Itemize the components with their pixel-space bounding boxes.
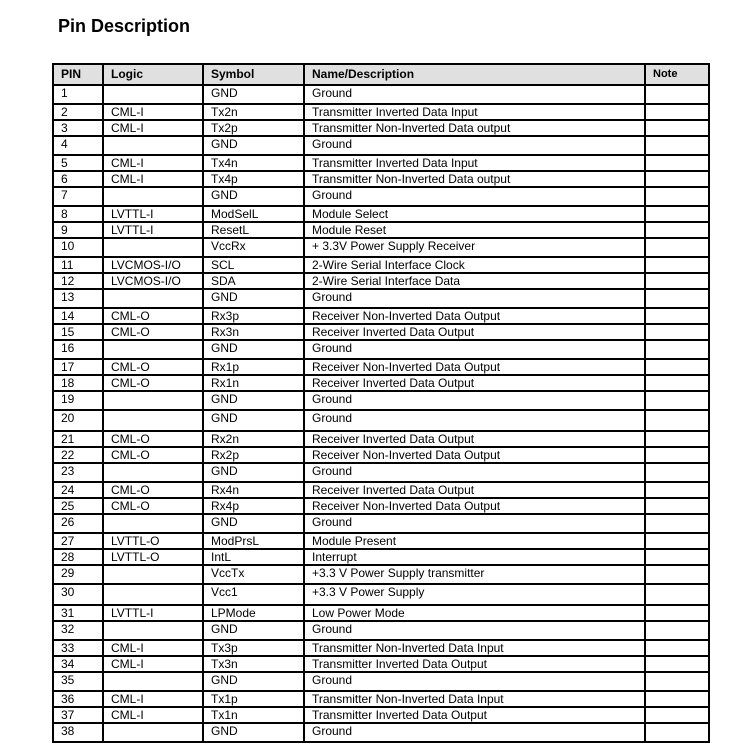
cell-pin: 11 bbox=[53, 257, 103, 273]
cell-pin: 2 bbox=[53, 104, 103, 120]
cell-symbol: VccTx bbox=[203, 565, 304, 584]
cell-logic: LVTTL-I bbox=[103, 206, 203, 222]
cell-note bbox=[645, 136, 709, 155]
cell-description: Ground bbox=[304, 463, 645, 482]
cell-pin: 21 bbox=[53, 431, 103, 447]
cell-pin: 14 bbox=[53, 308, 103, 324]
cell-pin: 28 bbox=[53, 549, 103, 565]
cell-symbol: VccRx bbox=[203, 238, 304, 257]
cell-note bbox=[645, 155, 709, 171]
table-row-pin-7 bbox=[53, 187, 709, 206]
table-row-pin-25 bbox=[53, 498, 709, 514]
cell-symbol: ModPrsL bbox=[203, 533, 304, 549]
cell-pin: 8 bbox=[53, 206, 103, 222]
table-row-pin-10 bbox=[53, 238, 709, 257]
pin-description-table bbox=[52, 63, 710, 743]
cell-note bbox=[645, 238, 709, 257]
cell-symbol: LPMode bbox=[203, 605, 304, 621]
cell-pin: 20 bbox=[53, 410, 103, 431]
table-row-pin-30 bbox=[53, 584, 709, 605]
cell-symbol: GND bbox=[203, 621, 304, 640]
cell-description: Transmitter Non-Inverted Data Input bbox=[304, 640, 645, 656]
table-body bbox=[53, 85, 709, 742]
cell-symbol: GND bbox=[203, 136, 304, 155]
cell-pin: 6 bbox=[53, 171, 103, 187]
cell-symbol: GND bbox=[203, 672, 304, 691]
cell-pin: 1 bbox=[53, 85, 103, 104]
cell-note bbox=[645, 549, 709, 565]
table-row-pin-11 bbox=[53, 257, 709, 273]
cell-note bbox=[645, 308, 709, 324]
cell-note bbox=[645, 273, 709, 289]
cell-note bbox=[645, 359, 709, 375]
cell-symbol: ModSelL bbox=[203, 206, 304, 222]
cell-note bbox=[645, 324, 709, 340]
cell-description: Ground bbox=[304, 187, 645, 206]
cell-description: Interrupt bbox=[304, 549, 645, 565]
table-row-pin-15 bbox=[53, 324, 709, 340]
cell-logic: CML-I bbox=[103, 155, 203, 171]
cell-description: Module Select bbox=[304, 206, 645, 222]
cell-logic bbox=[103, 514, 203, 533]
table-row-pin-26 bbox=[53, 514, 709, 533]
table-row-pin-28 bbox=[53, 549, 709, 565]
cell-note bbox=[645, 340, 709, 359]
cell-symbol: Rx2n bbox=[203, 431, 304, 447]
table-row-pin-3 bbox=[53, 120, 709, 136]
table-row-pin-4 bbox=[53, 136, 709, 155]
table-row-pin-16 bbox=[53, 340, 709, 359]
cell-symbol: GND bbox=[203, 187, 304, 206]
table-row-pin-37 bbox=[53, 707, 709, 723]
table-row-pin-5 bbox=[53, 155, 709, 171]
cell-symbol: SCL bbox=[203, 257, 304, 273]
cell-pin: 27 bbox=[53, 533, 103, 549]
cell-logic bbox=[103, 340, 203, 359]
cell-description: 2-Wire Serial Interface Clock bbox=[304, 257, 645, 273]
table-row-pin-14 bbox=[53, 308, 709, 324]
cell-symbol: Tx3p bbox=[203, 640, 304, 656]
cell-logic bbox=[103, 136, 203, 155]
cell-note bbox=[645, 621, 709, 640]
cell-symbol: GND bbox=[203, 410, 304, 431]
header-note: Note bbox=[645, 64, 709, 85]
header-symbol: Symbol bbox=[203, 64, 304, 85]
cell-note bbox=[645, 656, 709, 672]
cell-description: Transmitter Non-Inverted Data output bbox=[304, 120, 645, 136]
table-row-pin-24 bbox=[53, 482, 709, 498]
table-row-pin-2 bbox=[53, 104, 709, 120]
cell-logic: LVCMOS-I/O bbox=[103, 257, 203, 273]
cell-symbol: Rx1p bbox=[203, 359, 304, 375]
cell-pin: 31 bbox=[53, 605, 103, 621]
cell-logic: CML-O bbox=[103, 431, 203, 447]
cell-note bbox=[645, 257, 709, 273]
cell-description: Ground bbox=[304, 391, 645, 410]
cell-note bbox=[645, 187, 709, 206]
cell-description: Receiver Inverted Data Output bbox=[304, 482, 645, 498]
cell-pin: 34 bbox=[53, 656, 103, 672]
cell-note bbox=[645, 565, 709, 584]
cell-note bbox=[645, 222, 709, 238]
cell-description: Receiver Non-Inverted Data Output bbox=[304, 498, 645, 514]
table-row-pin-22 bbox=[53, 447, 709, 463]
cell-logic: CML-O bbox=[103, 359, 203, 375]
cell-logic: LVTTL-I bbox=[103, 605, 203, 621]
cell-pin: 36 bbox=[53, 691, 103, 707]
cell-description: Ground bbox=[304, 136, 645, 155]
cell-logic: CML-O bbox=[103, 308, 203, 324]
cell-logic: CML-O bbox=[103, 447, 203, 463]
cell-note bbox=[645, 120, 709, 136]
cell-pin: 32 bbox=[53, 621, 103, 640]
cell-logic bbox=[103, 289, 203, 308]
cell-pin: 35 bbox=[53, 672, 103, 691]
cell-note bbox=[645, 533, 709, 549]
cell-pin: 4 bbox=[53, 136, 103, 155]
cell-description: Receiver Non-Inverted Data Output bbox=[304, 447, 645, 463]
cell-pin: 7 bbox=[53, 187, 103, 206]
table-row-pin-33 bbox=[53, 640, 709, 656]
cell-note bbox=[645, 584, 709, 605]
cell-logic bbox=[103, 463, 203, 482]
cell-logic bbox=[103, 187, 203, 206]
cell-note bbox=[645, 605, 709, 621]
table-row-pin-23 bbox=[53, 463, 709, 482]
cell-description: Transmitter Non-Inverted Data Input bbox=[304, 691, 645, 707]
cell-symbol: Tx4n bbox=[203, 155, 304, 171]
cell-logic: LVTTL-I bbox=[103, 222, 203, 238]
cell-description: Transmitter Inverted Data Input bbox=[304, 104, 645, 120]
table-row-pin-9 bbox=[53, 222, 709, 238]
cell-logic: LVCMOS-I/O bbox=[103, 273, 203, 289]
cell-symbol: GND bbox=[203, 340, 304, 359]
cell-description: Transmitter Inverted Data Output bbox=[304, 707, 645, 723]
cell-pin: 13 bbox=[53, 289, 103, 308]
cell-note bbox=[645, 707, 709, 723]
cell-logic: CML-O bbox=[103, 375, 203, 391]
page-title: Pin Description bbox=[58, 16, 191, 36]
cell-pin: 18 bbox=[53, 375, 103, 391]
cell-pin: 16 bbox=[53, 340, 103, 359]
cell-note bbox=[645, 171, 709, 187]
cell-description: Ground bbox=[304, 723, 645, 742]
table-row-pin-27 bbox=[53, 533, 709, 549]
cell-symbol: Vcc1 bbox=[203, 584, 304, 605]
cell-pin: 5 bbox=[53, 155, 103, 171]
cell-logic bbox=[103, 584, 203, 605]
table-row-pin-12 bbox=[53, 273, 709, 289]
cell-symbol: Tx3n bbox=[203, 656, 304, 672]
cell-pin: 30 bbox=[53, 584, 103, 605]
cell-description: 2-Wire Serial Interface Data bbox=[304, 273, 645, 289]
cell-pin: 33 bbox=[53, 640, 103, 656]
cell-note bbox=[645, 447, 709, 463]
cell-note bbox=[645, 640, 709, 656]
cell-logic bbox=[103, 410, 203, 431]
cell-description: Low Power Mode bbox=[304, 605, 645, 621]
cell-pin: 10 bbox=[53, 238, 103, 257]
cell-description: Receiver Inverted Data Output bbox=[304, 431, 645, 447]
cell-description: +3.3 V Power Supply transmitter bbox=[304, 565, 645, 584]
cell-description: Module Reset bbox=[304, 222, 645, 238]
cell-note bbox=[645, 375, 709, 391]
cell-note bbox=[645, 482, 709, 498]
cell-symbol: GND bbox=[203, 463, 304, 482]
cell-description: Receiver Non-Inverted Data Output bbox=[304, 308, 645, 324]
cell-symbol: ResetL bbox=[203, 222, 304, 238]
cell-note bbox=[645, 498, 709, 514]
cell-description: Ground bbox=[304, 621, 645, 640]
cell-note bbox=[645, 723, 709, 742]
cell-logic: CML-O bbox=[103, 324, 203, 340]
cell-description: Ground bbox=[304, 514, 645, 533]
cell-description: Ground bbox=[304, 672, 645, 691]
cell-logic: CML-I bbox=[103, 104, 203, 120]
cell-pin: 9 bbox=[53, 222, 103, 238]
cell-symbol: GND bbox=[203, 723, 304, 742]
cell-logic bbox=[103, 621, 203, 640]
cell-logic: LVTTL-O bbox=[103, 533, 203, 549]
cell-pin: 24 bbox=[53, 482, 103, 498]
cell-symbol: SDA bbox=[203, 273, 304, 289]
cell-symbol: GND bbox=[203, 391, 304, 410]
cell-description: Transmitter Inverted Data Input bbox=[304, 155, 645, 171]
cell-description: + 3.3V Power Supply Receiver bbox=[304, 238, 645, 257]
cell-note bbox=[645, 85, 709, 104]
table-row-pin-31 bbox=[53, 605, 709, 621]
cell-symbol: Rx2p bbox=[203, 447, 304, 463]
cell-pin: 29 bbox=[53, 565, 103, 584]
cell-logic: CML-I bbox=[103, 120, 203, 136]
cell-pin: 23 bbox=[53, 463, 103, 482]
cell-note bbox=[645, 104, 709, 120]
cell-logic: CML-I bbox=[103, 691, 203, 707]
cell-logic: CML-I bbox=[103, 707, 203, 723]
table-row-pin-21 bbox=[53, 431, 709, 447]
table-row-pin-36 bbox=[53, 691, 709, 707]
cell-logic: CML-I bbox=[103, 640, 203, 656]
cell-note bbox=[645, 463, 709, 482]
cell-logic: CML-O bbox=[103, 482, 203, 498]
table-row-pin-35 bbox=[53, 672, 709, 691]
cell-description: Ground bbox=[304, 410, 645, 431]
table-header-row bbox=[53, 64, 709, 85]
table-row-pin-20 bbox=[53, 410, 709, 431]
cell-symbol: Rx3n bbox=[203, 324, 304, 340]
cell-pin: 19 bbox=[53, 391, 103, 410]
cell-note bbox=[645, 391, 709, 410]
cell-pin: 38 bbox=[53, 723, 103, 742]
cell-pin: 12 bbox=[53, 273, 103, 289]
cell-pin: 22 bbox=[53, 447, 103, 463]
cell-symbol: Tx1p bbox=[203, 691, 304, 707]
cell-logic: CML-O bbox=[103, 498, 203, 514]
cell-description: Transmitter Inverted Data Output bbox=[304, 656, 645, 672]
cell-symbol: Tx1n bbox=[203, 707, 304, 723]
table-row-pin-6 bbox=[53, 171, 709, 187]
cell-note bbox=[645, 691, 709, 707]
cell-pin: 26 bbox=[53, 514, 103, 533]
cell-symbol: Tx2p bbox=[203, 120, 304, 136]
cell-pin: 15 bbox=[53, 324, 103, 340]
cell-note bbox=[645, 672, 709, 691]
table-row-pin-29 bbox=[53, 565, 709, 584]
table-row-pin-34 bbox=[53, 656, 709, 672]
table-row-pin-17 bbox=[53, 359, 709, 375]
cell-symbol: Tx4p bbox=[203, 171, 304, 187]
table-row-pin-38 bbox=[53, 723, 709, 742]
cell-logic bbox=[103, 723, 203, 742]
cell-symbol: GND bbox=[203, 514, 304, 533]
cell-symbol: GND bbox=[203, 85, 304, 104]
cell-description: Ground bbox=[304, 340, 645, 359]
cell-note bbox=[645, 289, 709, 308]
cell-symbol: Rx4p bbox=[203, 498, 304, 514]
cell-logic: CML-I bbox=[103, 171, 203, 187]
cell-note bbox=[645, 431, 709, 447]
cell-note bbox=[645, 206, 709, 222]
cell-logic bbox=[103, 565, 203, 584]
cell-pin: 25 bbox=[53, 498, 103, 514]
cell-description: Module Present bbox=[304, 533, 645, 549]
cell-logic bbox=[103, 391, 203, 410]
cell-symbol: Rx4n bbox=[203, 482, 304, 498]
cell-pin: 3 bbox=[53, 120, 103, 136]
cell-description: Receiver Inverted Data Output bbox=[304, 375, 645, 391]
cell-description: Receiver Non-Inverted Data Output bbox=[304, 359, 645, 375]
cell-description: Ground bbox=[304, 85, 645, 104]
cell-symbol: Tx2n bbox=[203, 104, 304, 120]
cell-logic: LVTTL-O bbox=[103, 549, 203, 565]
cell-logic bbox=[103, 238, 203, 257]
cell-symbol: Rx1n bbox=[203, 375, 304, 391]
cell-logic bbox=[103, 85, 203, 104]
table-row-pin-19 bbox=[53, 391, 709, 410]
cell-logic bbox=[103, 672, 203, 691]
cell-note bbox=[645, 514, 709, 533]
table-row-pin-1 bbox=[53, 85, 709, 104]
cell-description: +3.3 V Power Supply bbox=[304, 584, 645, 605]
cell-pin: 37 bbox=[53, 707, 103, 723]
cell-description: Ground bbox=[304, 289, 645, 308]
table-row-pin-18 bbox=[53, 375, 709, 391]
cell-note bbox=[645, 410, 709, 431]
table-row-pin-8 bbox=[53, 206, 709, 222]
table-row-pin-13 bbox=[53, 289, 709, 308]
cell-description: Receiver Inverted Data Output bbox=[304, 324, 645, 340]
header-logic: Logic bbox=[103, 64, 203, 85]
cell-symbol: Rx3p bbox=[203, 308, 304, 324]
cell-pin: 17 bbox=[53, 359, 103, 375]
cell-logic: CML-I bbox=[103, 656, 203, 672]
header-description: Name/Description bbox=[304, 64, 645, 85]
cell-symbol: GND bbox=[203, 289, 304, 308]
cell-symbol: IntL bbox=[203, 549, 304, 565]
header-pin: PIN bbox=[53, 64, 103, 85]
table-row-pin-32 bbox=[53, 621, 709, 640]
cell-description: Transmitter Non-Inverted Data output bbox=[304, 171, 645, 187]
